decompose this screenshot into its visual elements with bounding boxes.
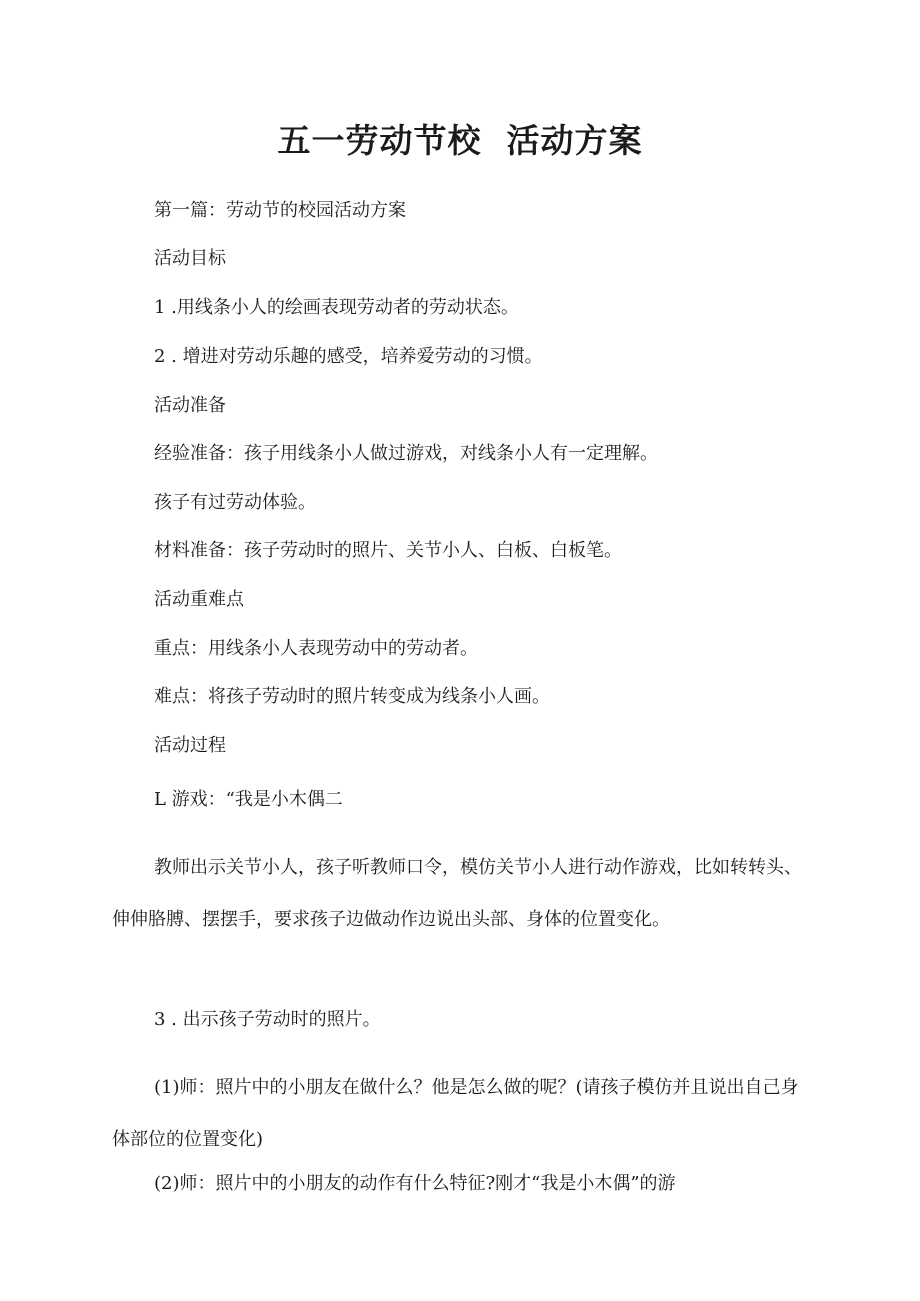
process-step-3: 3 . 出示孩子劳动时的照片。 xyxy=(154,1009,381,1030)
heading-preparation: 活动准备 xyxy=(154,395,226,416)
key-point: 重点：用线条小人表现劳动中的劳动者。 xyxy=(154,638,478,659)
experience-prep: 经验准备：孩子用线条小人做过游戏，对线条小人有一定理解。 xyxy=(154,443,658,464)
process-step-1: L 游戏：“我是小木偶二 xyxy=(154,789,343,810)
process-step-1-body: 教师出示关节小人，孩子听教师口令，模仿关节小人进行动作游戏，比如转转头、伸伸胳膊、摆摆手，要求孩子边做动作边说出头部、身体的位置变化。 xyxy=(112,857,802,930)
document-title: 五一劳动节校 活动方案 xyxy=(277,121,643,160)
goal-item-2: 2 . 增进对劳动乐趣的感受，培养爱劳动的习惯。 xyxy=(154,346,543,367)
material-prep: 材料准备：孩子劳动时的照片、关节小人、白板、白板笔。 xyxy=(154,540,622,561)
heading-goals: 活动目标 xyxy=(154,248,226,269)
process-step-3-question-2: (2)师：照片中的小朋友的动作有什么特征?刚才“我是小木偶”的游 xyxy=(154,1173,676,1194)
section-heading: 第一篇：劳动节的校园活动方案 xyxy=(154,200,406,221)
heading-process: 活动过程 xyxy=(154,735,226,756)
difficult-point: 难点：将孩子劳动时的照片转变成为线条小人画。 xyxy=(154,686,550,707)
labor-experience: 孩子有过劳动体验。 xyxy=(154,492,316,513)
goal-item-1: 1 .用线条小人的绘画表现劳动者的劳动状态。 xyxy=(154,297,519,318)
heading-key-points: 活动重难点 xyxy=(154,589,244,610)
process-step-3-question-1: (1)师：照片中的小朋友在做什么？他是怎么做的呢？(请孩子模仿并且说出自己身体部位的位置变化) xyxy=(112,1077,799,1150)
